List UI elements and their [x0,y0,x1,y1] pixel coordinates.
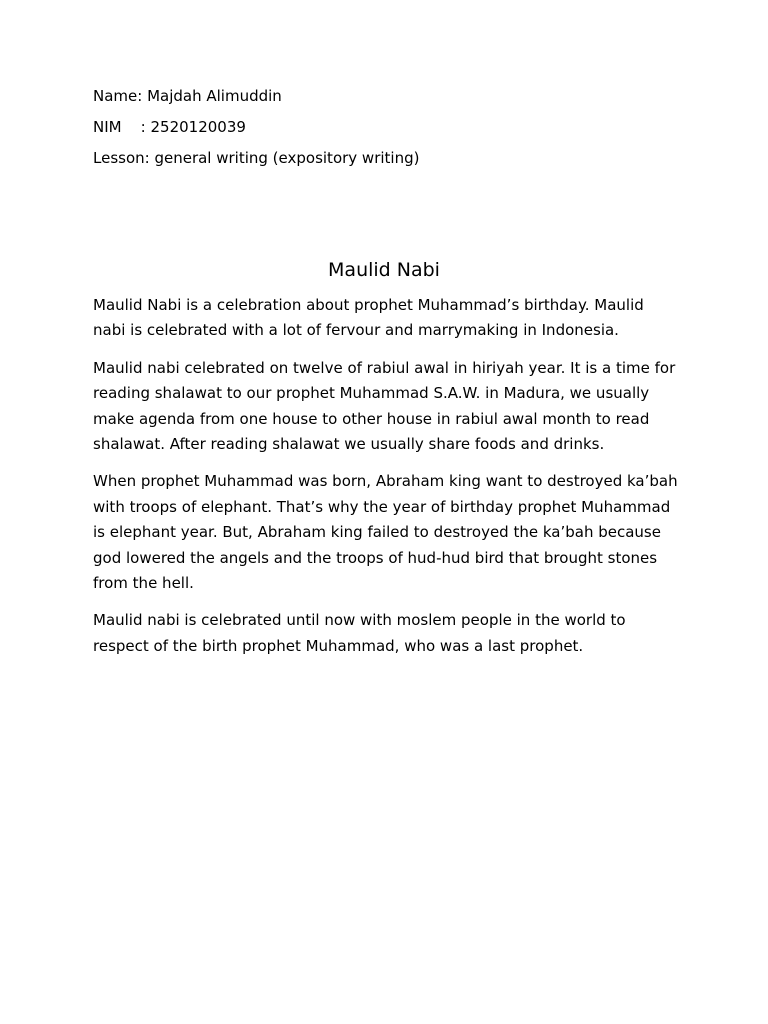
paragraph-2: Maulid nabi celebrated on twelve of rabiul awal in hiriyah year. It is a time for reading shalawat to our prophet Muhammad S.A.W. in Madura, we usually make agenda from one house to other house in rabiul awal month to read shalawat. After reading shalawat we usually share foods and drinks. [93,358,676,454]
paragraph-3: When prophet Muhammad was born, Abraham king want to destroyed ka’bah with troops of elephant. That’s why the year of birthday prophet Muhammad is elephant year. But, Abraham king failed to destroyed the ka’bah because god lowered the angels and the troops of hud-hud bird that brought stones from the hell. [93,472,678,593]
document-title: Maulid Nabi [328,259,440,281]
student-info [93,86,693,179]
student-name: Name: Majdah Alimuddin [93,87,282,105]
essay-body [93,293,678,671]
paragraph-1: Maulid Nabi is a celebration about prophet Muhammad’s birthday. Maulid nabi is celebrated with a lot of fervour and marrymaking in Indonesia. [93,296,644,340]
student-nim: NIM : 2520120039 [93,118,246,136]
paragraph-4: Maulid nabi is celebrated until now with moslem people in the world to respect of the birth prophet Muhammad, who was a last prophet. [93,611,626,655]
lesson-info: Lesson: general writing (expository writing) [93,149,420,167]
